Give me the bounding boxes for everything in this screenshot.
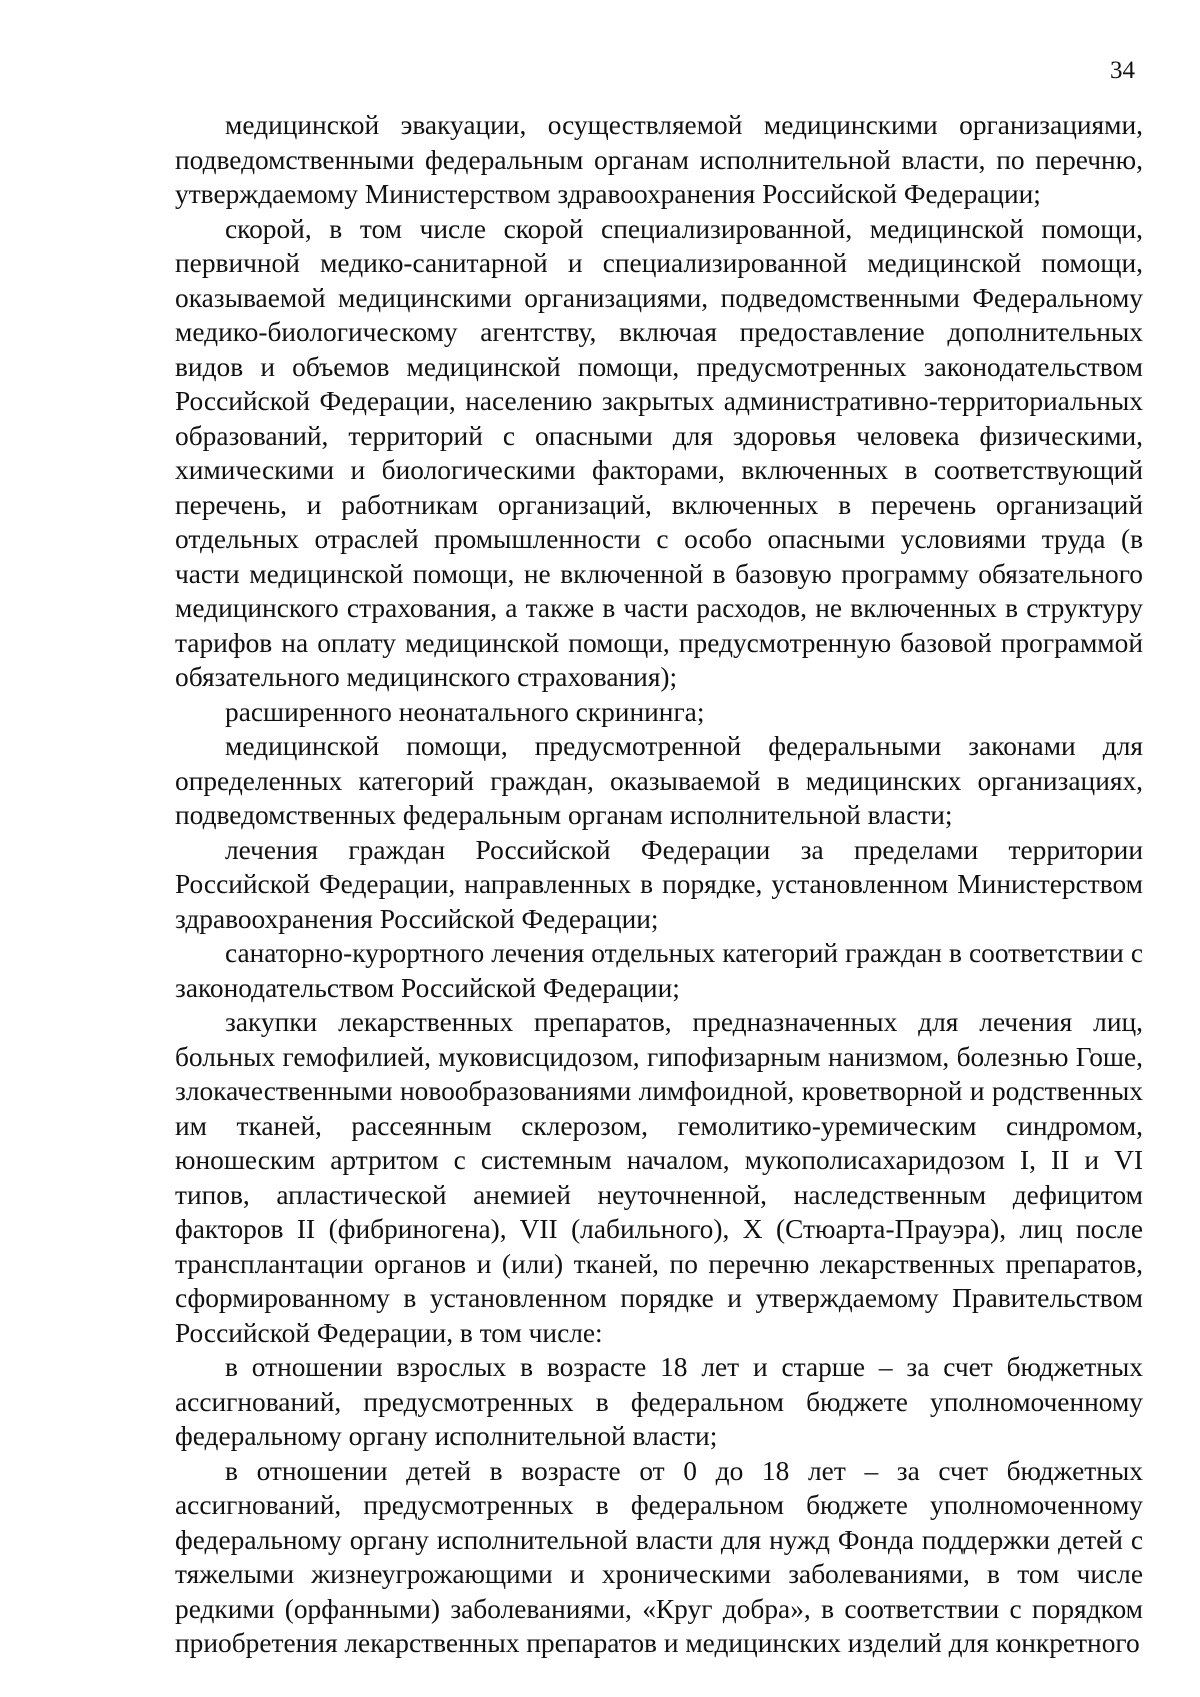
paragraph: в отношении детей в возрасте от 0 до 18 лет – за счет бюджетных ассигнований, предусмотренных в федеральном бюджете уполномоченному федеральному органу исполнительной власти для нужд Фонда поддержки детей с тяжелыми жизнеугрожающими и хроническими заболеваниями, в том числе редкими (орфанными) заболеваниями, «Круг добра», в соответствии с порядком приобретения лекарственных препаратов и медицинских изделий для конкретного bbox=[175, 1455, 1143, 1658]
paragraph: медицинской эвакуации, осуществляемой медицинскими организациями, подведомственными федеральным органам исполнительной власти, по перечню, утверждаемому Министерством здравоохранения Российской Федерации; bbox=[175, 110, 1143, 209]
paragraph: лечения граждан Российской Федерации за пределами территории Российской Федерации, направленных в порядке, установленном Министерством здравоохранения Российской Федерации; bbox=[175, 834, 1143, 934]
document-body bbox=[175, 108, 1143, 1661]
paragraph: закупки лекарственных препаратов, предназначенных для лечения лиц, больных гемофилией, муковисцидозом, гипофизарным нанизмом, болезнью Гоше, злокачественными новообразованиями лимфоидной, кроветворной и родственных им тканей, рассеянным склерозом, гемолитико-уремическим синдромом, юношеским артритом с системным началом, мукополисахаридозом I, II и VI типов, апластической анемией неуточненной, наследственным дефицитом факторов II (фибриногена), VII (лабильного), X (Стюарта-Прауэра), лиц после трансплантации органов и (или) тканей, по перечню лекарственных препаратов, сформированному в установленном порядке и утверждаемому Правительством Российской Федерации, в том числе: bbox=[175, 1007, 1143, 1348]
paragraph: скорой, в том числе скорой специализированной, медицинской помощи, первичной медико-санитарной и специализированной медицинской помощи, оказываемой медицинскими организациями, подведомственными Федеральному медико-биологическому агентству, включая предоставление дополнительных видов и объемов медицинской помощи, предусмотренных законодательством Российской Федерации, населению закрытых административно-территориальных образований, территорий с опасными для здоровья человека физическими, химическими и биологическими факторами, включенных в соответствующий перечень, и работникам организаций, включенных в перечень организаций отдельных отраслей промышленности с особо опасными условиями труда (в части медицинской помощи, не включенной в базовую программу обязательного медицинского страхования, а также в части расходов, не включенных в структуру тарифов на оплату медицинской помощи, предусмотренную базовой программой обязательного медицинского страхования); bbox=[175, 213, 1143, 692]
paragraph: расширенного неонатального скрининга; bbox=[225, 696, 705, 727]
paragraph: в отношении взрослых в возрасте 18 лет и старше – за счет бюджетных ассигнований, предусмотренных в федеральном бюджете уполномоченному федеральному органу исполнительной власти; bbox=[175, 1352, 1143, 1451]
page-number: 34 bbox=[1110, 57, 1135, 84]
paragraph: медицинской помощи, предусмотренной федеральными законами для определенных категорий граждан, оказываемой в медицинских организациях, подведомственных федеральным органам исполнительной власти; bbox=[175, 731, 1143, 830]
paragraph: санаторно-курортного лечения отдельных категорий граждан в соответствии с законодательством Российской Федерации; bbox=[175, 938, 1143, 1003]
